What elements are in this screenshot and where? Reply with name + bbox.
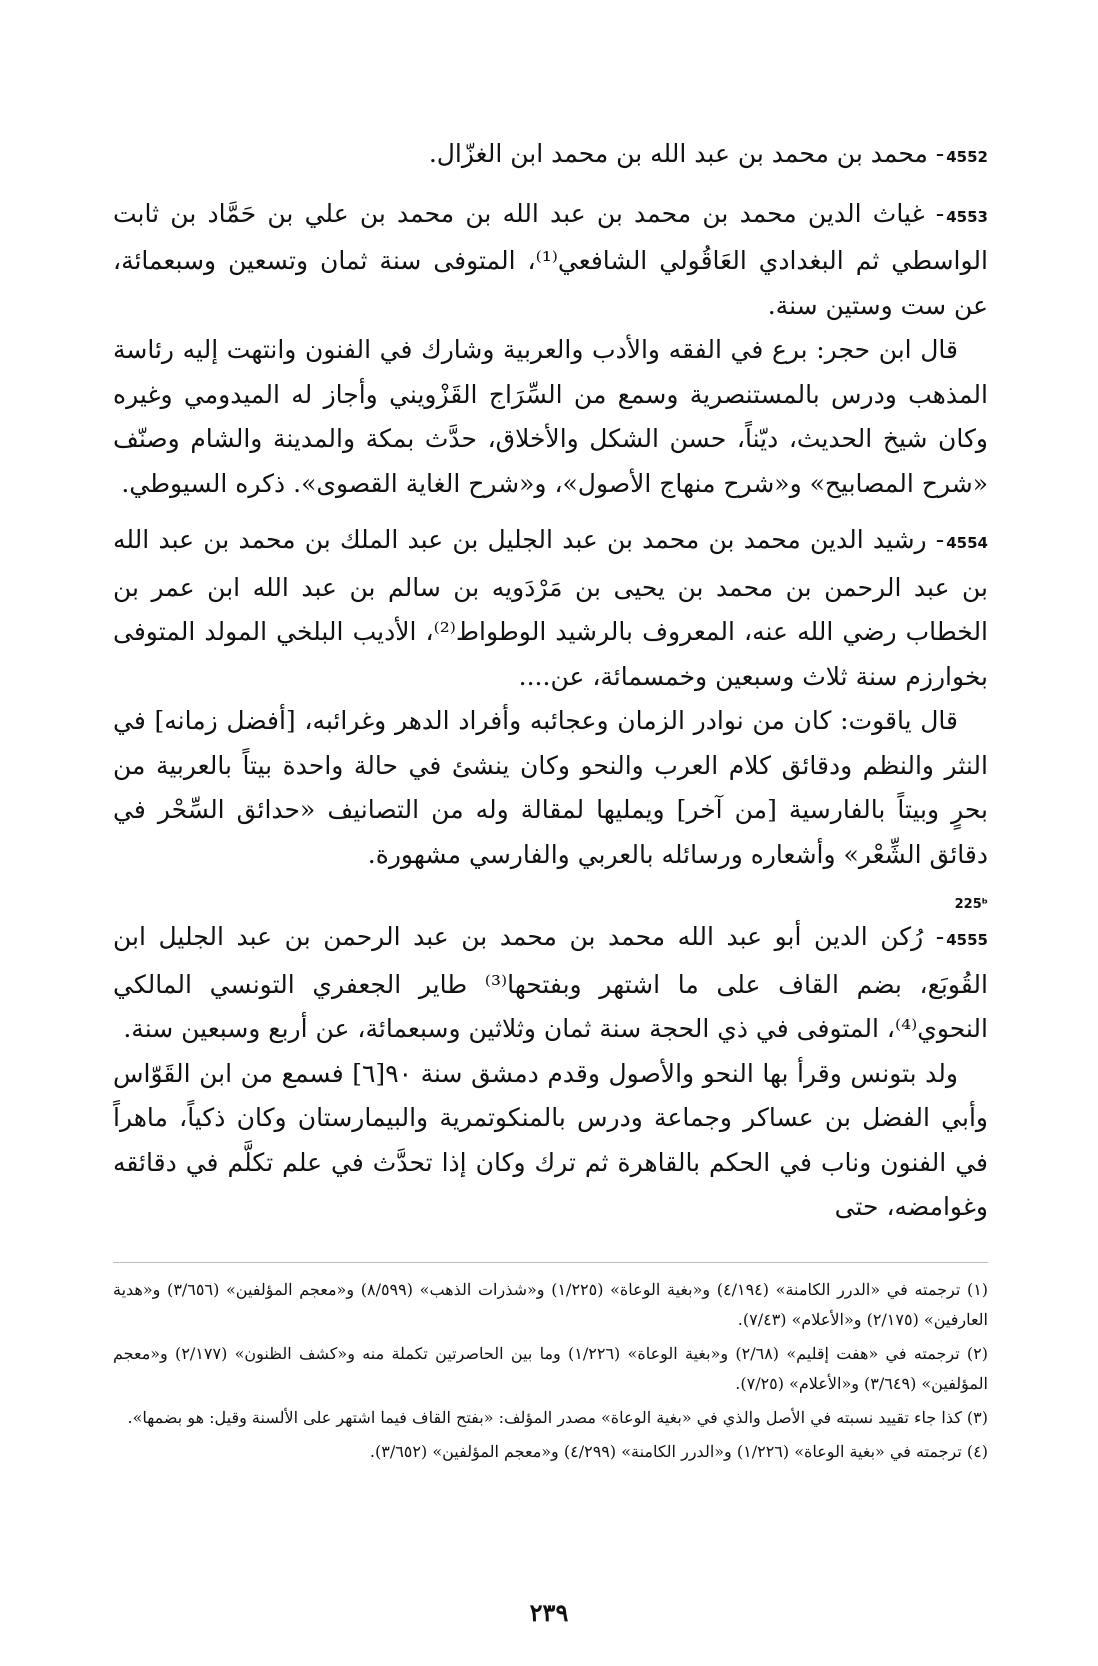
entry-paragraph: قال ابن حجر: برع في الفقه والأدب والعربية وشارك في الفنون وانتهت إليه رئاسة المذهب ودرس بالمستنصرية وسمع من السِّرَاج القَزْويني وأجاز له الميدومي وغيره وكان شيخ الحديث، ديّناً، حسن الشكل والأخلاق، حدَّث بمكة والمدينة والشام وصنّف «شرح المصابيح» و«شرح منهاج الأصول»، و«شرح الغاية القصوى». ذكره السيوطي. [113, 335, 988, 498]
entry-number: 4554 [946, 534, 988, 552]
entry-heading [113, 518, 988, 699]
entry-heading [113, 192, 988, 329]
entry-number: 4553 [946, 207, 988, 226]
footnote-separator [113, 1262, 988, 1263]
entry-text: - رُكن الدين أبو عبد الله محمد بن محمد بن عبد الرحمن بن عبد الجليل ابن القُوبَع، بضم القاف على ما اشتهر وبفتحها⁽³⁾ طاير الجعفري التونسي المالكي النحوي⁽⁴⁾، المتوفى في ذي الحجة سنة ثمان وثلاثين وسبعمائة، عن أربع وسبعين سنة. [113, 922, 988, 1043]
entry-paragraph: ولد بتونس وقرأ بها النحو والأصول وقدم دمشق سنة ٩٠[٦] فسمع من ابن القَوّاس وأبي الفضل بن عساكر وجماعة ودرس بالمنكوتمرية والبيمارستان وكان ذكياً، ماهراً في الفنون وناب في الحكم بالقاهرة ثم ترك وكان إذا تحدَّث في علم تكلَّم في دقائقه وغوامضه، حتى [113, 1058, 988, 1221]
footnotes [113, 1275, 988, 1471]
manuscript-folio-marker: 225ᵇ [954, 897, 988, 912]
entry-number: 4552 [946, 148, 988, 166]
page-number: ٢٣٩ [529, 1598, 569, 1627]
entry-paragraph: قال ياقوت: كان من نوادر الزمان وعجائبه وأفراد الدهر وغرائبه، [أفضل زمانه] في النثر والنظم ودقائق كلام العرب والنحو وكان ينشئ في حالة واحدة بيتاً بالعربية من بحرٍ وبيتاً بالفارسية [من آخر] ويمليها لمقالة وله من التصانيف «حدائق السِّحْر في دقائق الشِّعْر» وأشعاره ورسائله بالعربي والفارسي مشهورة. [113, 706, 988, 869]
entry-text: - غياث الدين محمد بن محمد بن عبد الله بن محمد بن علي بن حَمَّاد بن ثابت الواسطي ثم البغدادي العَاقُولي الشافعي⁽¹⁾، المتوفى سنة ثمان وتسعين وسبعمائة، عن ست وستين سنة. [113, 198, 988, 320]
entry-4552 [113, 132, 988, 180]
entry-heading [113, 132, 988, 180]
entry-text: - رشيد الدين محمد بن محمد بن عبد الجليل بن عبد الملك بن محمد بن عبد الله بن عبد الرحمن بن محمد بن يحيى بن مَرْدَويه بن سالم بن عبد الله ابن عمر بن الخطاب رضي الله عنه، المعروف بالرشيد الوطواط⁽²⁾، الأديب البلخي المولد المتوفى بخوارزم سنة ثلاث وسبعين وخمسمائة، عن.... [113, 525, 989, 691]
entry-4554 [113, 518, 988, 877]
entry-text: - محمد بن محمد بن عبد الله بن محمد ابن الغزّال. [428, 139, 945, 168]
entry-4555 [113, 915, 988, 1230]
entry-4553 [113, 192, 988, 507]
footnote: (٤) ترجمته في «بغية الوعاة» (١/٢٢٦) و«الدرر الكامنة» (٤/٢٩٩) و«معجم المؤلفين» (٣/٦٥٢). [369, 1442, 988, 1461]
entry-number: 4555 [946, 931, 988, 949]
entry-heading [113, 915, 988, 1052]
main-text [113, 132, 988, 1242]
footnote: (٢) ترجمته في «هفت إقليم» (٢/٦٨) و«بغية الوعاة» (١/٢٢٦) وما بين الحاصرتين تكملة منه و«كشف الظنون» (٢/١٧٧) و«معجم المؤلفين» (٣/٦٤٩) و«الأعلام» (٧/٢٥). [113, 1344, 989, 1393]
footnote: (١) ترجمته في «الدرر الكامنة» (٤/١٩٤) و«بغية الوعاة» (١/٢٢٥) و«شذرات الذهب» (٨/٥٩٩) و«معجم المؤلفين» (٣/٦٥٦) و«هدية العارفين» (٢/١٧٥) و«الأعلام» (٧/٤٣). [113, 1280, 989, 1329]
footnote: (٣) كذا جاء تقييد نسبته في الأصل والذي في «بغية الوعاة» مصدر المؤلف: «بفتح القاف فيما اشتهر على الألسنة وقيل: هو بضمها». [127, 1408, 988, 1427]
